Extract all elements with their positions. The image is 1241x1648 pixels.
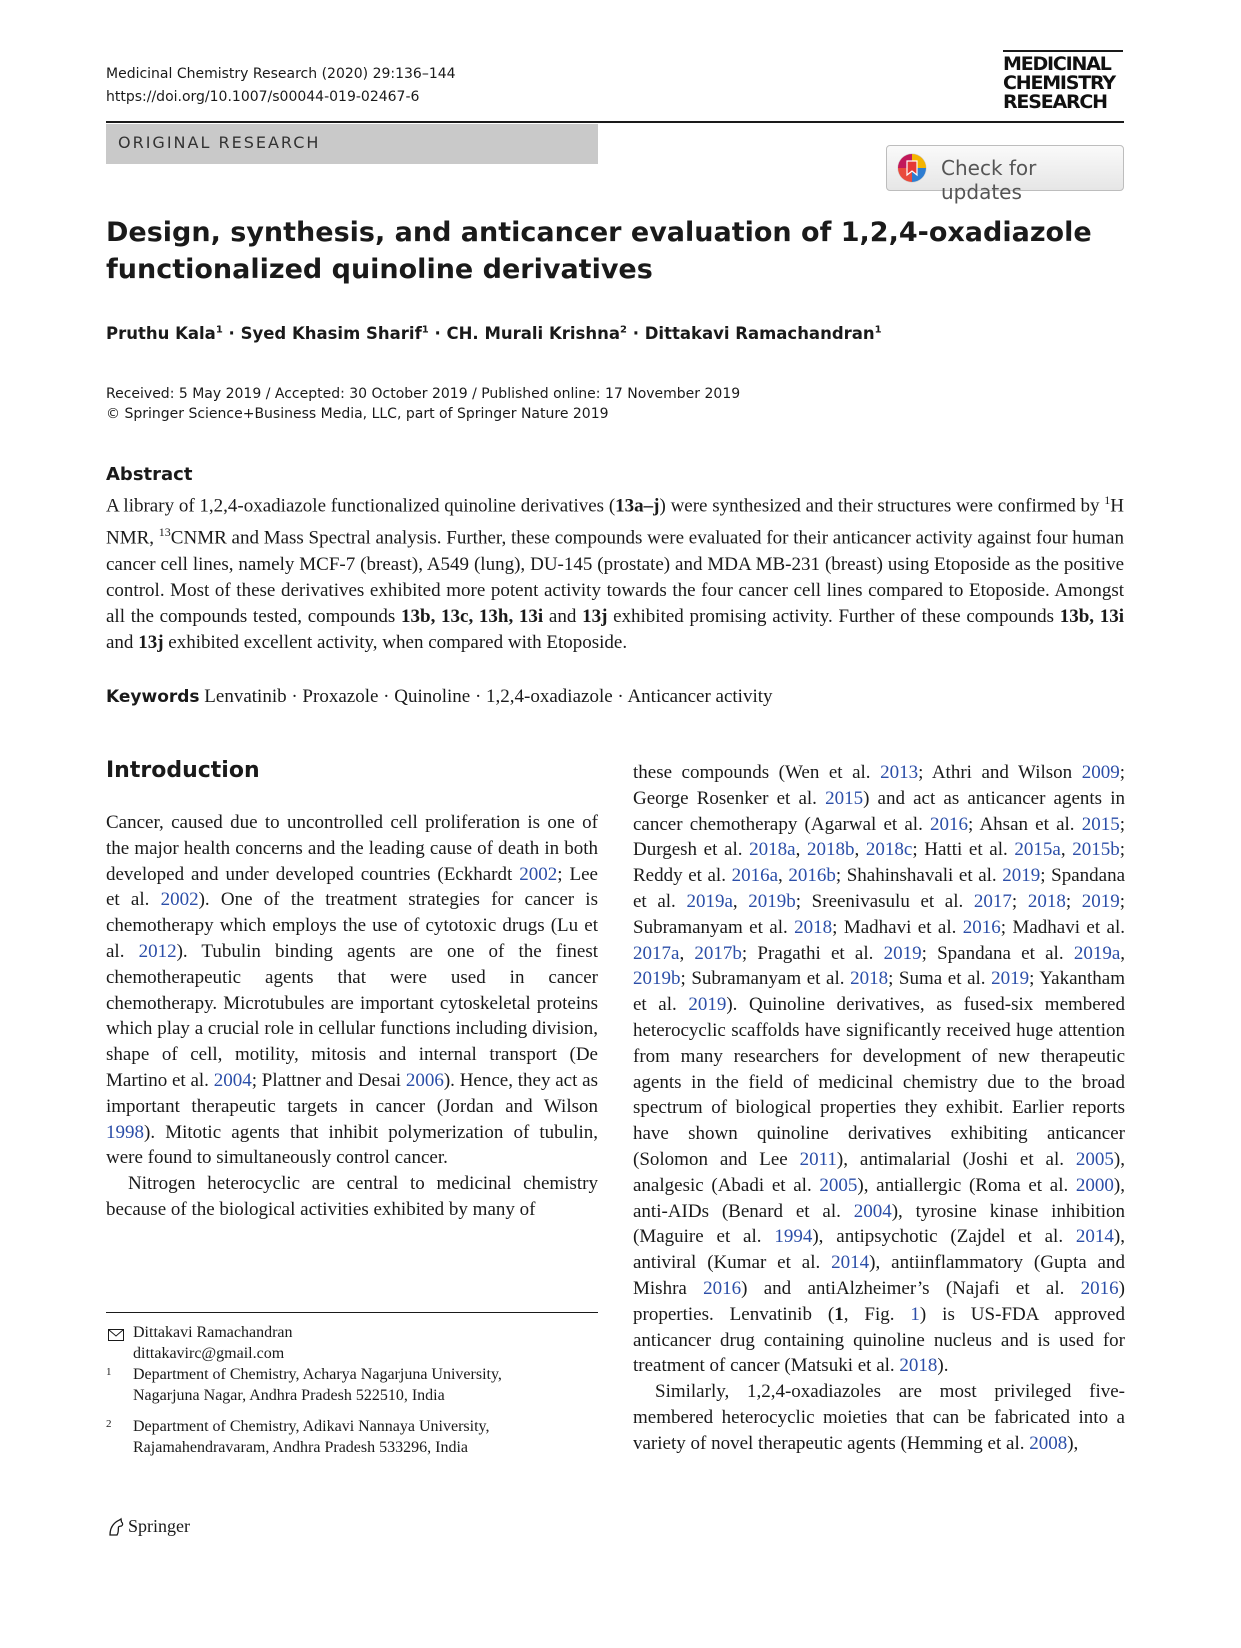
logo-line-3: RESEARCH	[1003, 91, 1107, 113]
citation-link[interactable]: 2017a	[633, 942, 680, 964]
citation-link[interactable]: 2019	[688, 994, 727, 1016]
affiliation-line: Department of Chemistry, Adikavi Nannaya University,	[133, 1418, 490, 1435]
author-name[interactable]: Pruthu Kala	[106, 324, 216, 343]
citation-link[interactable]: 2018	[794, 916, 833, 938]
citation-link[interactable]: 2019	[1081, 890, 1120, 912]
body-column-right	[633, 760, 1125, 1457]
citation-link[interactable]: 2008	[1029, 1432, 1068, 1454]
citation-link[interactable]: 2015	[825, 787, 864, 809]
intro-paragraph: Nitrogen heterocyclic are central to medicinal chemistry because of the biological activities exhibited by many of	[106, 1173, 598, 1220]
author-affiliation: 1	[421, 324, 429, 336]
citation-link[interactable]: 2019a	[686, 890, 733, 912]
affiliation-number: 2	[106, 1418, 112, 1430]
journal-logo	[1003, 50, 1123, 112]
keywords-label: Keywords	[106, 687, 200, 707]
logo-line-2: CHEMISTRY	[1003, 72, 1115, 94]
intro-paragraph: Cancer, caused due to uncontrolled cell proliferation is one of the major health concerns and the leading cause of death in both developed and under developed countries (Eckhardt 2002; Lee et al. 2002). One of the treatment strategies for cancer is chemotherapy which employs the use of cytotoxic drugs (Lu et al. 2012). Tubulin binding agents are one of the finest chemotherapeutic agents that were used in cancer chemotherapy. Microtubules are important cytoskeletal proteins which play a crucial role in cellular functions including division, shape of cell, motility, mitosis and internal transport (De Martino et al. 2004; Plattner and Desai 2006). Hence, they act as important therapeutic targets in cancer (Jordan and Wilson 1998). Mitotic agents that inhibit polymerization of tubulin, were found to simultaneously control cancer.	[106, 812, 598, 1169]
citation-link[interactable]: 2018c	[865, 839, 913, 861]
section-label: ORIGINAL RESEARCH	[118, 133, 321, 152]
publication-dates: Received: 5 May 2019 / Accepted: 30 October 2019 / Published online: 17 November 2019	[106, 386, 741, 402]
citation-link[interactable]: 2016	[962, 916, 1001, 938]
doi-link[interactable]: https://doi.org/10.1007/s00044-019-02467-6	[106, 89, 420, 105]
citation-link[interactable]: 2013	[880, 762, 919, 783]
footnote-rule	[106, 1312, 598, 1313]
keywords	[106, 684, 1124, 710]
intro-paragraph: these compounds (Wen et al. 2013; Athri and Wilson 2009; George Rosenker et al. 2015) and act as anticancer agents in cancer chemotherapy (Agarwal et al. 2016; Ahsan et al. 2015; Durgesh et al. 2018a, 2018b, 2018c; Hatti et al. 2015a, 2015b; Reddy et al. 2016a, 2016b; Shahinshavali et al. 2019; Spandana et al. 2019a, 2019b; Sreenivasulu et al. 2017; 2018; 2019; Subramanyam et al. 2018; Madhavi et al. 2016; Madhavi et al. 2017a, 2017b; Pragathi et al. 2019; Spandana et al. 2019a, 2019b; Subramanyam et al. 2018; Suma et al. 2019; Yakantham et al. 2019). Quinoline derivatives, as fused-six membered heterocyclic scaffolds have significantly received huge attention from many researchers for development of new therapeutic agents in the field of medicinal chemistry due to the broad spectrum of biological properties they exhibit. Earlier reports have shown quinoline derivatives exhibiting anticancer (Solomon and Lee 2011), antimalarial (Joshi et al. 2005), analgesic (Abadi et al. 2005), antiallergic (Roma et al. 2000), anti-AIDs (Benard et al. 2004), tyrosine kinase inhibition (Maguire et al. 1994), antipsychotic (Zajdel et al. 2014), antiviral (Kumar et al. 2014), antiinflammatory (Gupta and Mishra 2016) and antiAlzheimer’s (Najafi et al. 2016) properties. Lenvatinib (1, Fig. 1) is US-FDA approved anticancer drug containing quinoline nucleus and is used for treatment of cancer (Matsuki et al. 2018).	[633, 762, 1126, 1377]
citation-link[interactable]: 2019a	[1073, 942, 1121, 964]
citation-link[interactable]: 2019b	[748, 890, 796, 912]
affiliation-line: Nagarjuna Nagar, Andhra Pradesh 522510, India	[133, 1387, 445, 1404]
citation-link[interactable]: 2019	[1002, 865, 1041, 887]
citation-link[interactable]: 2016	[703, 1277, 742, 1299]
author-name[interactable]: Dittakavi Ramachandran	[644, 324, 875, 343]
citation-link[interactable]: 2016b	[788, 865, 836, 887]
citation-link[interactable]: 2017b	[694, 942, 742, 964]
springer-logo-text: Springer	[128, 1516, 190, 1536]
citation-link[interactable]: 2018	[1027, 890, 1066, 912]
envelope-icon	[108, 1329, 124, 1341]
citation-link[interactable]: 2015	[1081, 813, 1120, 835]
body-column-left	[106, 810, 598, 1223]
citation-link[interactable]: 2018b	[807, 839, 855, 861]
citation-link[interactable]: 2016	[930, 813, 969, 835]
corresponding-author-name: Dittakavi Ramachandran	[133, 1324, 293, 1341]
check-for-updates-label: Check for updates	[941, 156, 1037, 204]
citation-link[interactable]: 2018	[899, 1355, 938, 1377]
citation-link[interactable]: 1994	[774, 1226, 813, 1248]
citation-link[interactable]: 2000	[1075, 1174, 1114, 1196]
citation-link[interactable]: 2012	[138, 940, 177, 962]
citation-link[interactable]: 2015a	[1014, 839, 1061, 861]
intro-paragraph: Similarly, 1,2,4-oxadiazoles are most privileged five-membered heterocyclic moieties that can be fabricated into a variety of novel therapeutic agents (Hemming et al. 2008),	[633, 1381, 1125, 1454]
citation-link[interactable]: 2014	[1075, 1226, 1114, 1248]
figure-link[interactable]: 1	[910, 1303, 920, 1325]
citation-link[interactable]: 2016a	[731, 865, 778, 887]
abstract-text: A library of 1,2,4-oxadiazole functionalized quinoline derivatives (13a–j) were synthesized and their structures were confirmed by $^1$H NMR, $^{13}$CNMR and Mass Spectral analysis. Further, these compounds were evaluated for their anticancer activity against four human cancer cell lines, namely MCF-7 (breast), A549 (lung), DU-145 (prostate) and MDA MB-231 (breast) using Etoposide as the positive control. Most of these derivatives exhibited more potent activity towards the four cancer cell lines compared to Etoposide. Amongst all the compounds tested, compounds 13b, 13c, 13h, 13i and 13j exhibited promising activity. Further of these compounds 13b, 13i and 13j exhibited excellent activity, when compared with Etoposide.	[106, 493, 1125, 653]
affiliation-number: 1	[106, 1366, 112, 1378]
corresponding-author-email[interactable]: dittakavirc@gmail.com	[133, 1345, 285, 1362]
affiliation-line: Department of Chemistry, Acharya Nagarjuna University,	[133, 1366, 502, 1383]
citation-link[interactable]: 2018a	[749, 839, 796, 861]
keywords-list: Lenvatinib · Proxazole · Quinoline · 1,2,4-oxadiazole · Anticancer activity	[204, 686, 773, 707]
author-name[interactable]: CH. Murali Krishna	[446, 324, 620, 343]
check-for-updates-button[interactable]	[886, 145, 1124, 204]
citation-link[interactable]: 2016	[1080, 1277, 1119, 1299]
citation-link[interactable]: 2019	[991, 968, 1030, 990]
author-affiliation: 1	[874, 324, 882, 336]
citation-link[interactable]: 2005	[819, 1174, 858, 1196]
author-separator: ·	[632, 324, 639, 343]
citation-link[interactable]: 1998	[106, 1121, 144, 1143]
author-name[interactable]: Syed Khasim Sharif	[240, 324, 422, 343]
author-separator: ·	[228, 324, 235, 343]
citation-link[interactable]: 2004	[213, 1069, 252, 1091]
citation-link[interactable]: 2019	[883, 942, 922, 964]
header-rule	[106, 121, 1124, 123]
springer-horse-icon	[106, 1517, 126, 1537]
citation-link[interactable]: 2002	[160, 889, 199, 911]
citation-link[interactable]: 2006	[405, 1069, 444, 1091]
author-separator: ·	[434, 324, 441, 343]
citation-link[interactable]: 2009	[1081, 762, 1120, 783]
copyright-notice: © Springer Science+Business Media, LLC, part of Springer Nature 2019	[106, 406, 609, 422]
crossmark-icon	[897, 153, 927, 183]
citation-link[interactable]: 2002	[519, 863, 558, 885]
citation-link[interactable]: 2005	[1075, 1148, 1114, 1170]
article-title: Design, synthesis, and anticancer evaluation of 1,2,4-oxadiazole functionalized quinoline derivatives	[106, 217, 1092, 285]
citation-link[interactable]: 2019b	[633, 968, 681, 990]
citation-link[interactable]: 2015b	[1072, 839, 1120, 861]
affiliation-line: Rajamahendravaram, Andhra Pradesh 533296, India	[133, 1439, 469, 1456]
citation-link[interactable]: 2011	[799, 1148, 837, 1170]
logo-line-1: MEDICINAL	[1003, 53, 1111, 75]
author-affiliation: 1	[215, 324, 223, 336]
citation-link[interactable]: 2014	[831, 1252, 870, 1274]
citation-link[interactable]: 2017	[973, 890, 1012, 912]
citation-link[interactable]: 2004	[853, 1200, 892, 1222]
citation-link[interactable]: 2018	[850, 968, 889, 990]
introduction-heading: Introduction	[106, 758, 260, 783]
abstract-heading: Abstract	[106, 464, 193, 485]
author-list	[106, 324, 882, 343]
journal-citation: Medicinal Chemistry Research (2020) 29:136–144	[106, 66, 456, 82]
author-affiliation: 2	[619, 324, 627, 336]
